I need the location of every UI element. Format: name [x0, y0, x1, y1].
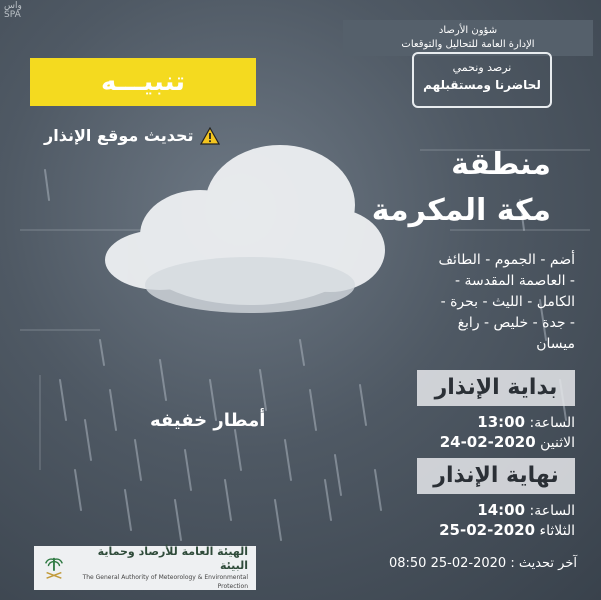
- authority-logo: [34, 546, 256, 590]
- start-day: الاثنين: [540, 435, 575, 451]
- weather-condition: أمطار خفيفه: [150, 410, 266, 431]
- cities-line: جدة - خليص - رابغ -: [457, 315, 575, 331]
- start-time: 13:00: [477, 413, 526, 431]
- start-date: 2020-02-24: [439, 433, 536, 451]
- end-time-row: [375, 500, 575, 521]
- last-update-time: 08:50: [388, 556, 427, 571]
- update-location-notice: [44, 126, 234, 145]
- start-title: بداية الإنذار: [417, 370, 575, 406]
- region-line2: مكة المكرمة: [371, 193, 551, 228]
- cities-line: - الكامل - الليث - بحرة: [440, 294, 575, 310]
- end-day: الثلاثاء: [539, 523, 575, 539]
- cities-line: أضم - الجموم - الطائف: [438, 252, 575, 268]
- cities-list: [355, 250, 575, 355]
- warning-icon: [200, 127, 220, 145]
- organization-line2: الإدارة العامة للتحاليل والتوقعات: [401, 39, 535, 50]
- cities-line: - العاصمة المقدسة -: [454, 273, 575, 289]
- last-update: [389, 556, 577, 571]
- start-time-label: الساعة:: [529, 415, 575, 431]
- end-date-row: [375, 520, 575, 541]
- end-date: 2020-02-25: [439, 521, 536, 539]
- organization-line1: شؤون الأرصاد: [438, 25, 498, 36]
- update-location-label: تحديث موقع الإنذار: [44, 126, 194, 145]
- end-time-label: الساعة:: [529, 503, 575, 519]
- region-line1: منطقة: [451, 147, 551, 182]
- region-title: [311, 142, 551, 234]
- palm-emblem-icon: [42, 553, 66, 583]
- start-date-row: [375, 432, 575, 453]
- logo-arabic: الهيئة العامة للأرصاد وحماية البيئة: [97, 545, 248, 572]
- slogan-line1: نرصد ونحمي: [452, 61, 512, 74]
- alert-badge: تنبيـــه: [30, 58, 256, 106]
- last-update-label: آخر تحديث :: [510, 556, 577, 571]
- cities-line: ميسان: [536, 336, 575, 352]
- end-time: 14:00: [477, 501, 526, 519]
- start-time-row: [375, 412, 575, 433]
- logo-english: The General Authority of Meteorology & Environmental Protection: [82, 574, 248, 590]
- logo-text: [66, 545, 248, 591]
- slogan-line2: لحاضرنا ومستقبلهم: [423, 78, 541, 92]
- end-title: نهاية الإنذار: [417, 458, 575, 494]
- organization-header: [343, 20, 593, 56]
- slogan-box: [412, 52, 552, 108]
- watermark-logo: واس SPA: [4, 1, 22, 20]
- last-update-date: 2020-02-25: [430, 556, 507, 571]
